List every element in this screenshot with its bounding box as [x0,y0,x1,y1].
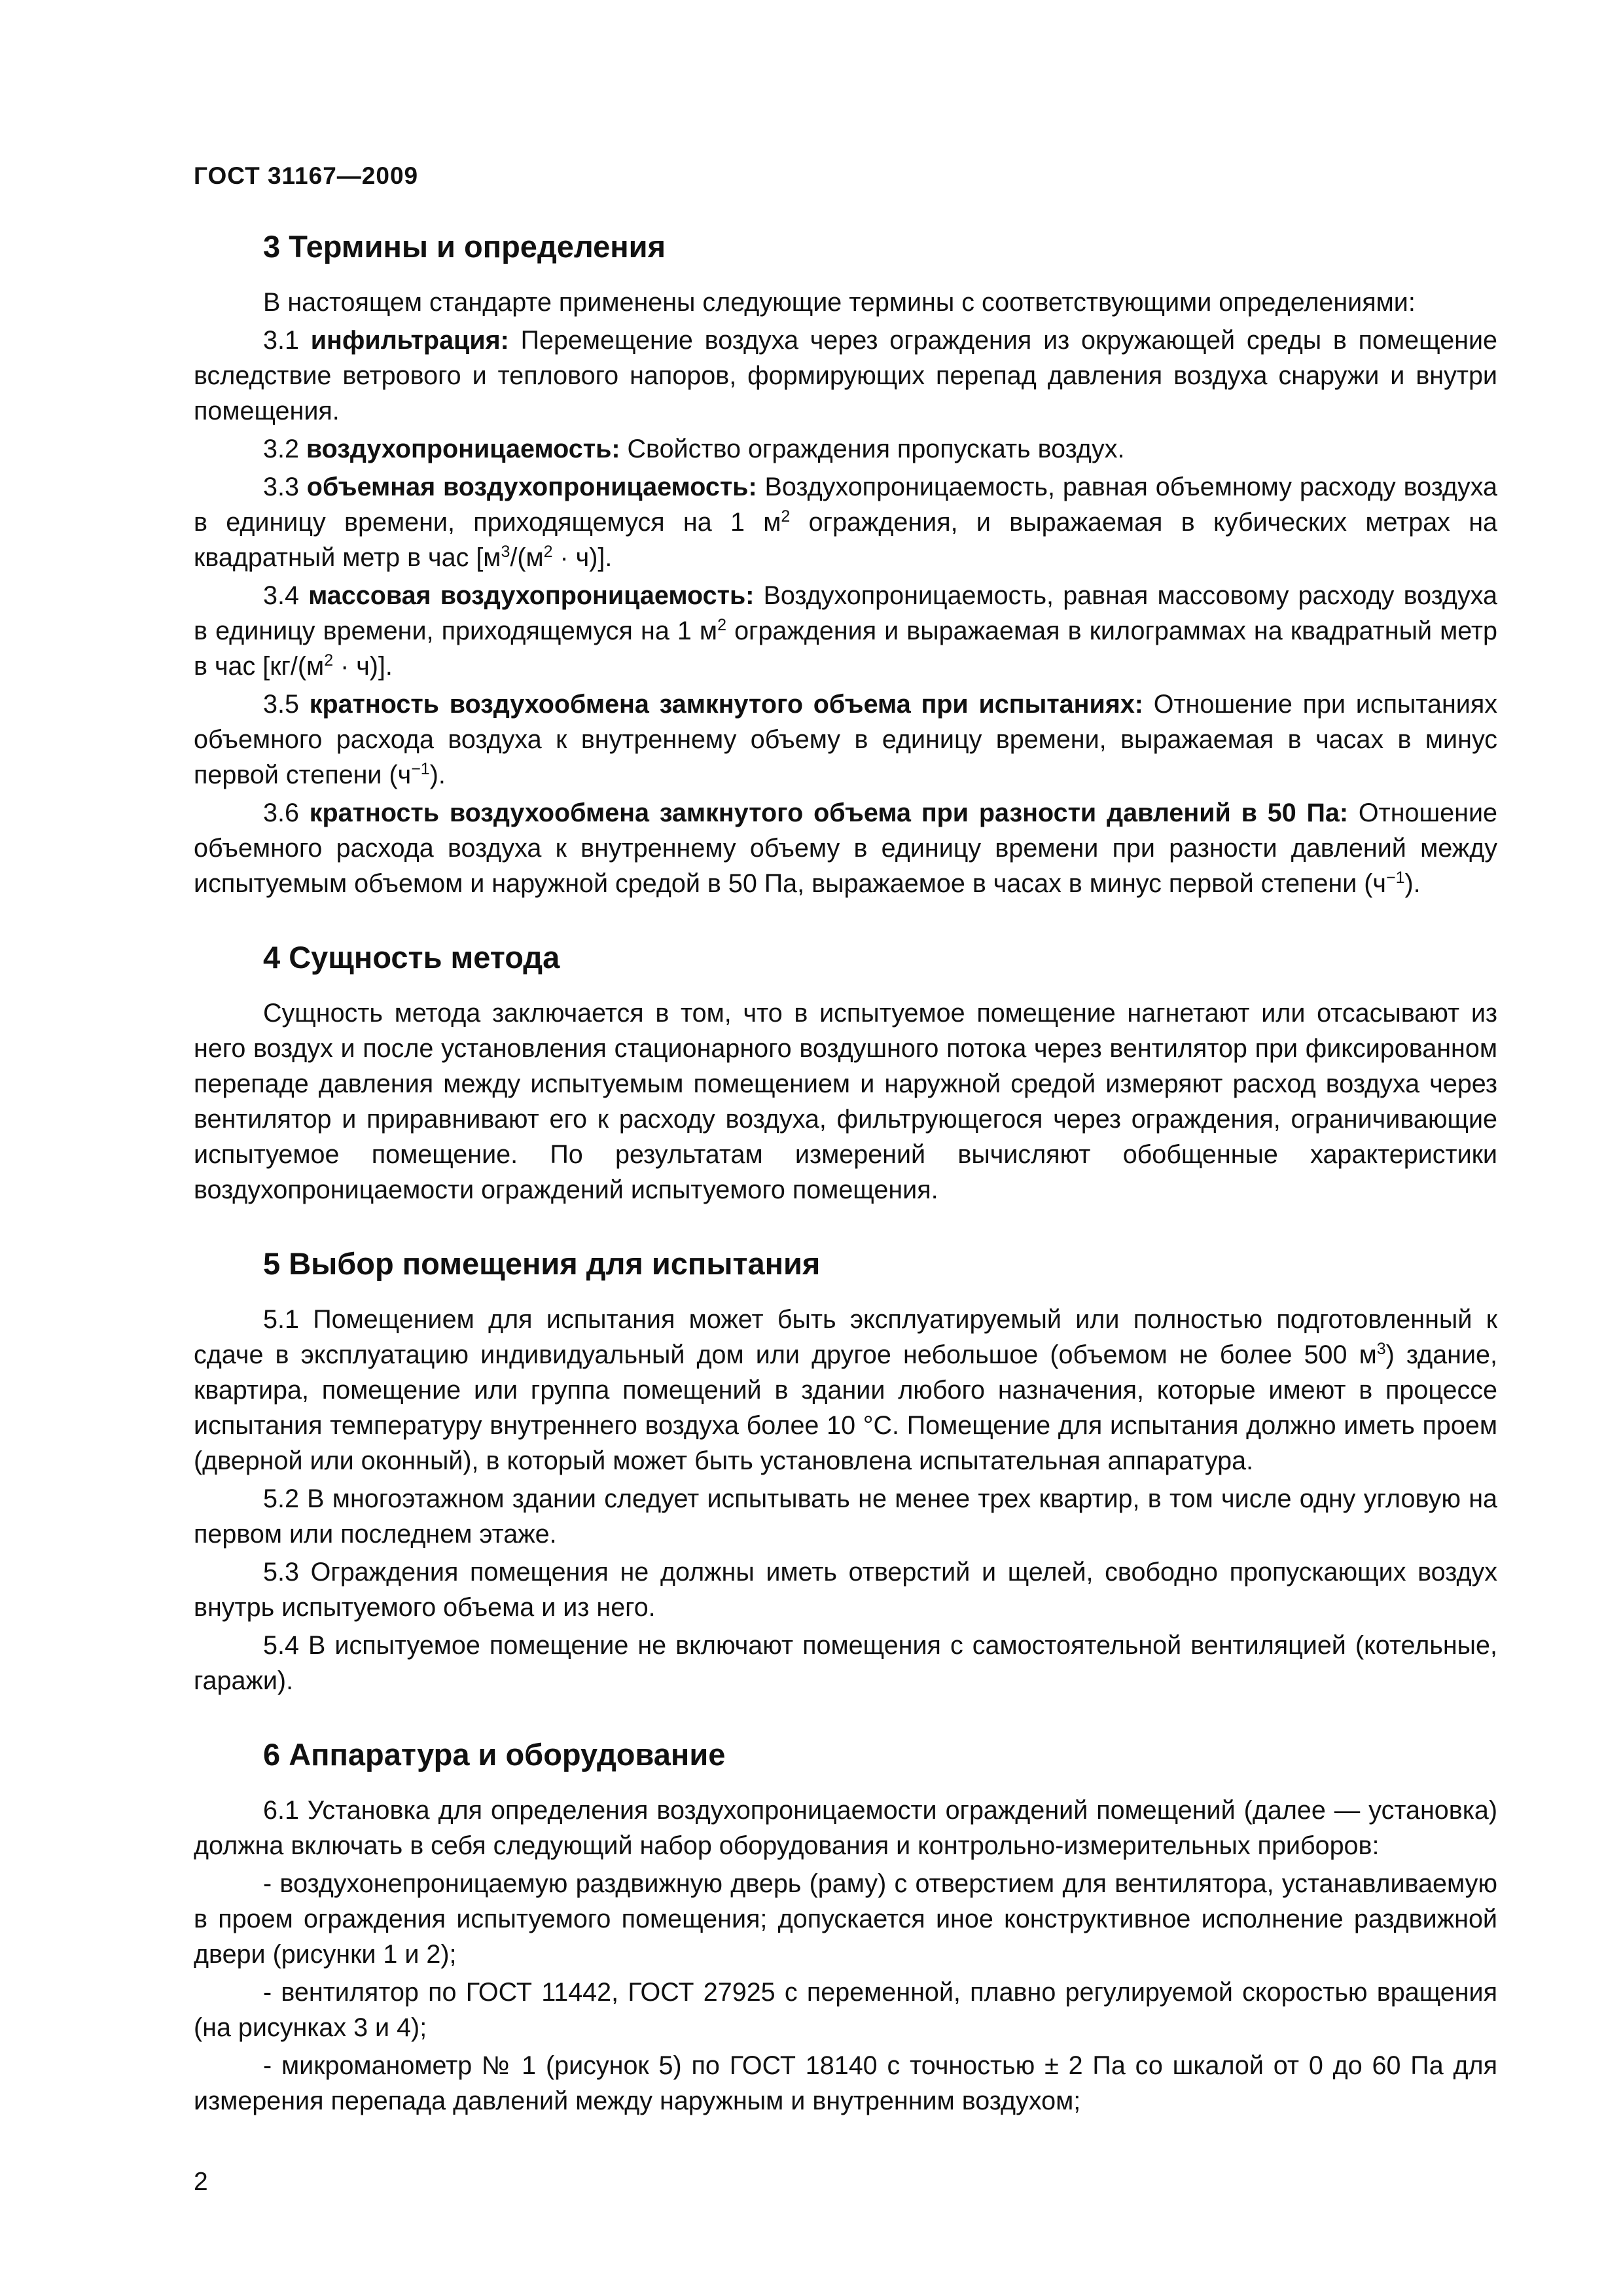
term-3-1 [194,323,1497,429]
term-number: 3.5 [263,690,299,719]
superscript: 2 [717,616,726,634]
term-definition: /(м [510,543,544,572]
clause-5-1 [194,1302,1497,1479]
section-3-title: 3 Термины и определения [263,229,666,264]
clause-6-1: 6.1 Установка для определения воздухопроницаемости ограждений помещений (далее — установка) должна включать в себя следующий набор оборудования и контрольно-измерительных приборов: [194,1796,1497,1860]
term-definition: ). [1404,869,1421,898]
term-number: 3.1 [263,326,299,355]
clause-text: 5.1 Помещением для испытания может быть эксплуатируемый или полностью подготовленный к сдаче в эксплуатацию индивидуальный дом или другое небольшое (объемом не более 500 м [194,1305,1497,1369]
list-item-door: - воздухонепроницаемую раздвижную дверь (раму) с отверстием для вентилятора, устанавливаемую в проем ограждения испытуемого помещения; допускается иное конструктивное исполнение раздвижной двери (рисунки 1 и 2); [194,1869,1497,1969]
page-number: 2 [194,2168,208,2196]
superscript: 3 [1376,1340,1386,1358]
clause-text: ) здание, квартира, помещение или группа помещений в здании любого назначения, которые имеют в процессе испытания температуру внутреннего воздуха более 10 °С. Помещение для испытания должно иметь проем (дверной или оконный), в который может быть установлена испытательная аппаратура. [194,1340,1497,1475]
term-3-6 [194,795,1497,901]
superscript: 3 [501,543,510,561]
list-item-fan: - вентилятор по ГОСТ 11442, ГОСТ 27925 с переменной, плавно регулируемой скоростью вращения (на рисунках 3 и 4); [194,1978,1497,2042]
superscript: 2 [781,507,791,526]
term-number: 3.6 [263,798,299,827]
list-item-micromanometer: - микроманометр № 1 (рисунок 5) по ГОСТ 18140 с точностью ± 2 Па со шкалой от 0 до 60 Па для измерения перепада давлений между наружным и внутренним воздухом; [194,2051,1497,2115]
document-body [194,226,1497,2121]
term-3-4 [194,578,1497,684]
term-name: инфильтрация: [310,326,509,355]
term-definition: Отношение при испытаниях объемного расхода воздуха к внутреннему объему в единицу времени, выражаемая в часах в минус первой степени (ч [194,690,1497,789]
term-name: кратность воздухообмена замкнутого объема при испытаниях: [309,690,1143,719]
clause-5-4: 5.4 В испытуемое помещение не включают помещения с самостоятельной вентиляцией (котельные, гаражи). [194,1631,1497,1695]
document-header: ГОСТ 31167—2009 [194,162,419,189]
section-4-title: 4 Сущность метода [263,940,560,975]
section-6-title: 6 Аппаратура и оборудование [263,1737,726,1772]
superscript: −1 [1386,869,1405,887]
term-3-5 [194,687,1497,793]
clause-5-2: 5.2 В многоэтажном здании следует испытывать не менее трех квартир, в том числе одну угловую на первом или последнем этаже. [194,1484,1497,1549]
term-number: 3.4 [263,581,299,610]
term-definition: ограждения, и выражаемая в кубических метрах на квадратный метр в час [м [194,508,1497,572]
term-number: 3.3 [263,473,299,501]
term-definition: ). [429,761,446,789]
term-definition: · ч)]. [333,652,393,681]
term-definition: Свойство ограждения пропускать воздух. [627,435,1125,463]
section-3-intro: В настоящем стандарте применены следующие термины с соответствующими определениями: [263,288,1416,317]
term-definition: Отношение объемного расхода воздуха к внутреннему объему в единицу времени при разности давлений между испытуемым объемом и наружной средой в 50 Па, выражаемое в часах в минус первой степени (ч [194,798,1497,898]
superscript: 2 [543,543,553,561]
clause-5-3: 5.3 Ограждения помещения не должны иметь отверстий и щелей, свободно пропускающих воздух внутрь испытуемого объема и из него. [194,1558,1497,1622]
term-definition: ограждения и выражаемая в килограммах на квадратный метр в час [кг/(м [194,617,1497,681]
term-definition: Воздухопроницаемость, равная массовому расходу воздуха в единицу времени, приходящемуся на 1 м [194,581,1497,645]
term-name: воздухопроницаемость: [306,435,620,463]
term-name: массовая воздухопроницаемость: [308,581,755,610]
term-name: кратность воздухообмена замкнутого объема при разности давлений в 50 Па: [309,798,1349,827]
superscript: −1 [411,760,430,778]
term-number: 3.2 [263,435,299,463]
section-5-title: 5 Выбор помещения для испытания [263,1246,821,1281]
term-3-2 [194,431,1497,467]
term-definition: Воздухопроницаемость, равная объемному расходу воздуха в единицу времени, приходящемуся на 1 м [194,473,1498,537]
term-definition: Перемещение воздуха через ограждения из окружающей среды в помещение вследствие ветрового и теплового напоров, формирующих перепад давления воздуха снаружи и внутри помещения. [194,326,1498,425]
term-definition: · ч)]. [552,543,613,572]
term-name: объемная воздухопроницаемость: [306,473,757,501]
term-3-3 [194,469,1497,575]
superscript: 2 [324,651,334,670]
section-4-paragraph: Сущность метода заключается в том, что в испытуемое помещение нагнетают или отсасывают из него воздух и после установления стационарного воздушного потока через вентилятор при фиксированном перепаде давления между испытуемым помещением и наружной средой измеряют расход воздуха через вентилятор и приравнивают его к расходу воздуха, фильтрующегося через ограждения, ограничивающие испытуемое помещение. По результатам измерений вычисляют обобщенные характеристики воздухопроницаемости ограждений испытуемого помещения. [194,999,1497,1204]
